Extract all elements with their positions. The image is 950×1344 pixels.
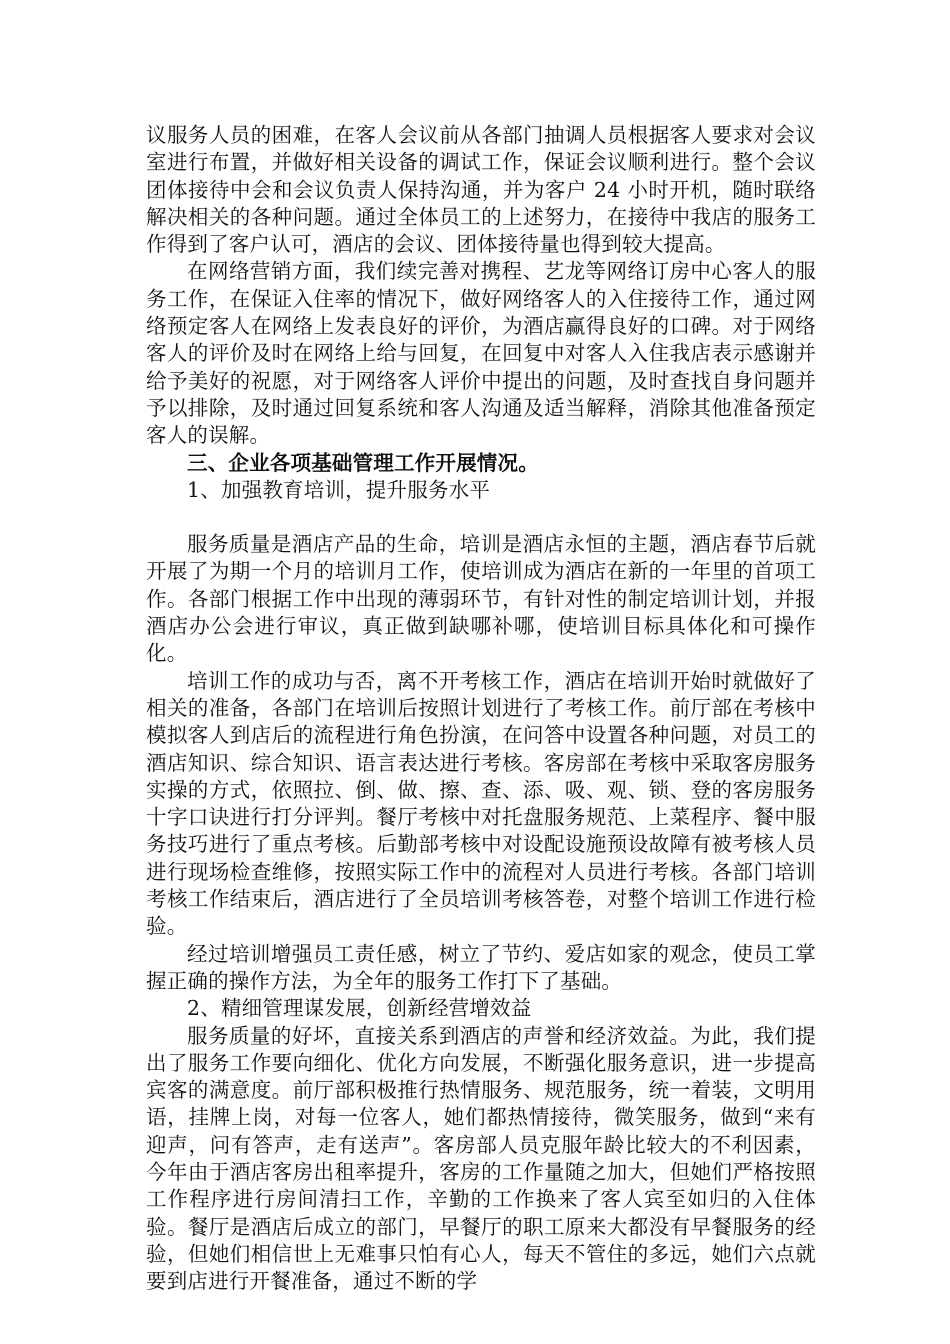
section-heading: 三、企业各项基础管理工作开展情况。 <box>187 450 539 475</box>
paragraph-online-marketing: 在网络营销方面，我们续完善对携程、艺龙等网络订房中心客人的服务工作，在保证入住率的情况下，做好网络客人的入住接待工作，通过网络预定客人在网络上发表良好的评价，为酒店赢得良好的口碑。对于网络客人的评价及时在网络上给与回复，在回复中对客人入住我店表示感谢并给予美好的祝愿，对于网络客人评价中提出的问题，及时查找自身问题并予以排除，及时通过回复系统和客人沟通及适当解释，消除其他准备预定客人的误解。 <box>146 259 816 448</box>
blank-line <box>146 504 816 531</box>
paragraph-training-result: 经过培训增强员工责任感，树立了节约、爱店如家的观念，使员工掌握正确的操作方法，为全年的服务工作打下了基础。 <box>146 941 816 993</box>
paragraph-training-assessment: 培训工作的成功与否，离不开考核工作，酒店在培训开始时就做好了相关的准备，各部门在培训后按照计划进行了考核工作。前厅部在考核中模拟客人到店后的流程进行角色扮演，在问答中设置各种问题，对员工的酒店知识、综合知识、语言表达进行考核。客房部在考核中采取客房服务实操的方式，依照拉、倒、做、擦、查、添、吸、观、锁、登的客房服务十字口诀进行打分评判。餐厅考核中对托盘服务规范、上菜程序、餐中服务技巧进行了重点考核。后勤部考核中对设配设施预设故障有被考核人员进行现场检查维修，按照实际工作中的流程对人员进行考核。各部门培训考核工作结束后，酒店进行了全员培训考核答卷，对整个培训工作进行检验。 <box>146 668 816 939</box>
paragraph-meeting-service: 议服务人员的困难，在客人会议前从各部门抽调人员根据客人要求对会议室进行布置，并做好相关设备的调试工作，保证会议顺利进行。整个会议团体接待中会和会议负责人保持沟通，并为客户 24 小时开机，随时联络解决相关的各种问题。通过全体员工的上述努力，在接待中我店的服务工作得到了客户认可，酒店的会议、团体接待量也得到较大提高。 <box>146 123 816 257</box>
subheading-management: 2、精细管理谋发展，创新经营增效益 <box>187 996 532 1021</box>
paragraph-training-intro: 服务质量是酒店产品的生命，培训是酒店永恒的主题，酒店春节后就开展了为期一个月的培训月工作，使培训成为酒店在新的一年里的首项工作。各部门根据工作中出现的薄弱环节，有针对性的制定培训计划，并报酒店办公会进行审议，真正做到缺哪补哪，使培训目标具体化和可操作化。 <box>146 532 816 666</box>
document-page <box>146 122 816 1295</box>
subheading-training: 1、加强教育培训，提升服务水平 <box>187 477 491 502</box>
paragraph-service-quality: 服务质量的好坏，直接关系到酒店的声誉和经济效益。为此，我们提出了服务工作要向细化、优化方向发展，不断强化服务意识，进一步提高宾客的满意度。前厅部积极推行热情服务、规范服务，统一着装，文明用语，挂牌上岗，对每一位客人，她们都热情接待，微笑服务，做到“来有迎声，问有答声，走有送声”。客房部人员克服年龄比较大的不利因素，今年由于酒店客房出租率提升，客房的工作量随之加大，但她们严格按照工作程序进行房间清扫工作，辛勤的工作换来了客人宾至如归的入住体验。餐厅是酒店后成立的部门，早餐厅的职工原来大都没有早餐服务的经验，但她们相信世上无难事只怕有心人，每天不管住的多远，她们六点就要到店进行开餐准备，通过不断的学 <box>146 1023 816 1294</box>
